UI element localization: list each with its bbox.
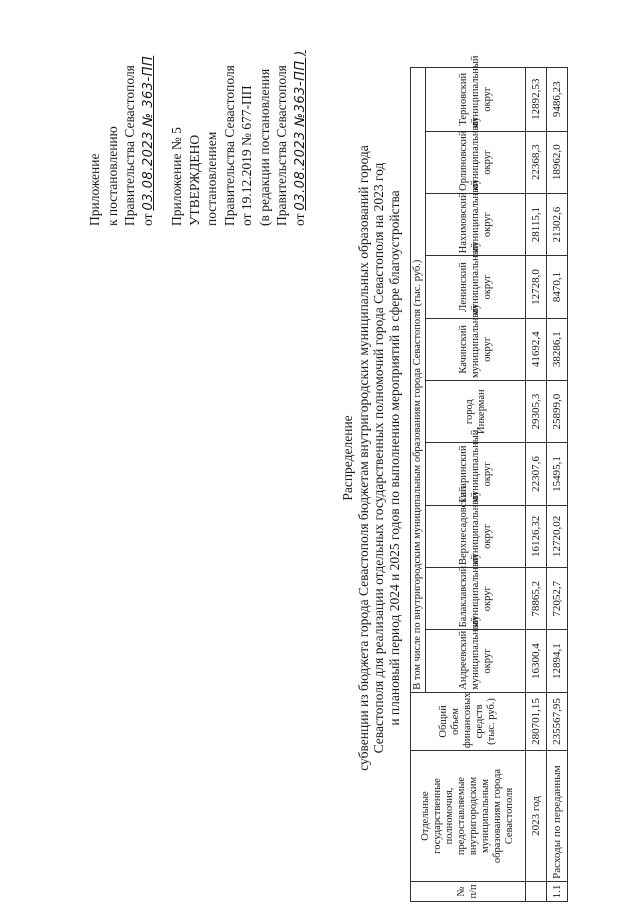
row-value: 28115,1 xyxy=(526,193,547,255)
row-num: 1.1 xyxy=(547,881,568,901)
row-value: 29305,3 xyxy=(526,380,547,442)
row-value: 41692,4 xyxy=(526,318,547,380)
approval-block xyxy=(86,16,309,226)
handwritten-date-number: 03.08.2023 № 363-ПП xyxy=(140,55,156,211)
title-heading: Распределение xyxy=(340,415,355,501)
approval-line: Правительства Севастополя xyxy=(221,65,237,226)
table-row xyxy=(547,68,568,902)
row-value: 18962,0 xyxy=(547,131,568,193)
row-value: 78865,2 xyxy=(526,568,547,630)
row-name: Расходы по переданным xyxy=(547,751,568,882)
row-value: 25899,0 xyxy=(547,380,568,442)
approval-line: Правительства Севастополя xyxy=(122,65,137,226)
district-header: Верхнесадовский муниципальный округ xyxy=(426,505,526,567)
row-value: 12894,1 xyxy=(547,630,568,692)
district-header: город Инкерман xyxy=(426,380,526,442)
distribution-table xyxy=(410,55,568,902)
header-num: № п/п xyxy=(411,881,526,901)
row-value: 12720,02 xyxy=(547,505,568,567)
row-value: 22307,6 xyxy=(526,443,547,505)
row-name: 2023 год xyxy=(526,751,547,882)
district-header: Гагаринский муниципальный округ xyxy=(426,443,526,505)
approval-line: УТВЕРЖДЕНО xyxy=(186,134,202,226)
approval-line: Приложение xyxy=(87,153,102,226)
row-value: 8470,1 xyxy=(547,256,568,318)
row-value: 15495,1 xyxy=(547,443,568,505)
row-value: 38286,1 xyxy=(547,318,568,380)
ot-label: от xyxy=(139,213,155,226)
row-value: 72052,7 xyxy=(547,568,568,630)
handwritten-date-number: 03.08.2023 №363-ПП ) xyxy=(292,50,308,211)
row-value: 9486,23 xyxy=(547,68,568,132)
approval-line: (в редакции постановления xyxy=(256,68,272,226)
header-group: В том числе по внутригородским муниципальным образованиям города Севастополя (тыс. руб.) xyxy=(411,68,426,693)
approval-line: Приложение № 5 xyxy=(169,127,184,226)
district-header: Орлиновский муниципальный округ xyxy=(426,131,526,193)
approval-date-line xyxy=(139,16,158,226)
district-header: Балаклавский муниципальный округ xyxy=(426,568,526,630)
approval-line: постановлением xyxy=(204,131,219,226)
row-value: 16126,32 xyxy=(526,505,547,567)
row-value: 22368,3 xyxy=(526,131,547,193)
header-total: Общий объем финансовых средств (тыс. руб.) xyxy=(411,692,526,750)
approval-line: от 19.12.2019 № 677-ПП xyxy=(239,85,254,226)
approval-date-line xyxy=(291,16,310,226)
district-header: Нахимовский муниципальный округ xyxy=(426,193,526,255)
title-line: и плановый период 2024 и 2025 годов по выполнению мероприятий в сфере благоустройства xyxy=(386,190,402,726)
approval-line: Правительства Севастополя xyxy=(274,65,289,226)
row-total: 280701,15 xyxy=(526,692,547,750)
title-line: Севастополя для реализации отдельных государственных полномочий города Севастополя на 2023 год xyxy=(371,162,386,754)
ot-label: от xyxy=(291,213,307,226)
district-header: Качинский муниципальный округ xyxy=(426,318,526,380)
title-line: субвенции из бюджета города Севастополя бюджетам внутригородских муниципальных образований города xyxy=(355,145,371,771)
row-value: 16300,4 xyxy=(526,630,547,692)
row-total: 235567,95 xyxy=(547,692,568,750)
approval-line: к постановлению xyxy=(104,126,120,226)
row-value: 12728,0 xyxy=(526,256,547,318)
district-header: Ленинский муниципальный округ xyxy=(426,256,526,318)
table-row xyxy=(526,68,547,902)
district-header: Андреевский муниципальный округ xyxy=(426,630,526,692)
row-value: 12892,53 xyxy=(526,68,547,132)
row-num xyxy=(526,881,547,901)
document-title xyxy=(340,0,402,916)
row-value: 21302,6 xyxy=(547,193,568,255)
district-header: Терновский муниципальный округ xyxy=(426,68,526,132)
header-name: Отдельные государственные полномочия, предоставляемые внутригородским муниципальным образованиям города Севастополя xyxy=(411,751,526,882)
